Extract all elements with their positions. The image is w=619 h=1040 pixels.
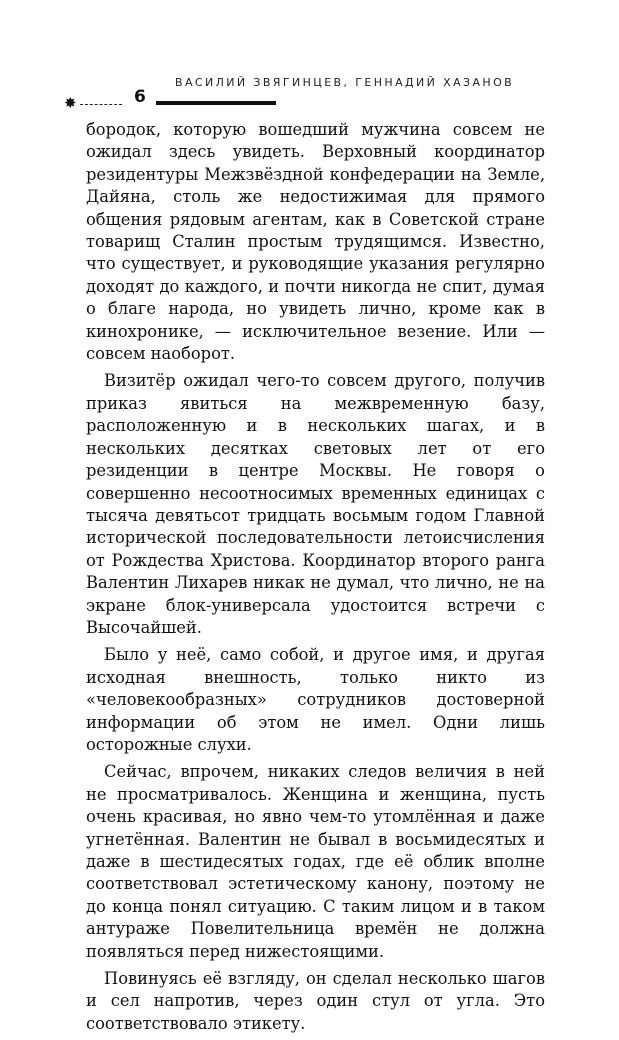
page-number: 6 bbox=[134, 87, 146, 107]
page-header bbox=[0, 72, 619, 112]
paragraph-continuation: бородок, которую вошедший мужчина совсем не ожидал здесь увидеть. Верховный координатор резидентуры Межзвёздной конфедерации на Земле, Дайяна, столь же недостижимая для прямого общения рядовым агентам, как в Советской стране товарищ Сталин простым трудящимся. Известно, что существует, и руководящие указания регулярно доходят до каждого, и почти никогда не спит, думая о благе народа, но увидеть лично, кроме как в кинохронике, — исключительное везение. Или — совсем наоборот. bbox=[86, 120, 545, 364]
paragraph: Сейчас, впрочем, никаких следов величия в ней не просматривалось. Женщина и женщина, пусть очень красивая, но явно чем-то утомлённая и даже угнетённая. Валентин не бывал в восьмидесятых и даже в шестидесятых годах, где её облик вполне соответствовал эстетическому канону, поэтому не до конца понял ситуацию. С таким лицом и в таком антураже Повелительница времён не должна появляться перед нижестоящими. bbox=[86, 762, 545, 961]
star-ornament-icon: ✸ bbox=[64, 94, 77, 112]
header-rule-bar bbox=[156, 101, 276, 105]
paragraph: Было у неё, само собой, и другое имя, и другая исходная внешность, только никто из «человекообразных» сотрудников достоверной информации об этом не имел. Одни лишь осторожные слухи. bbox=[86, 645, 545, 754]
paragraph: Повинуясь её взгляду, он сделал несколько шагов и сел напротив, через один стул от угла. Это соответствовало этикету. bbox=[86, 969, 545, 1033]
paragraph: Визитёр ожидал чего-то совсем другого, получив приказ явиться на межвременную базу, расположенную и в нескольких шагах, и в нескольких десятках световых лет от его резиденции в центре Москвы. Не говоря о совершенно несоотносимых временных единицах с тысяча девятьсот тридцать восьмым годом Главной исторической последовательности летоисчисления от Рождества Христова. Координатор второго ранга Валентин Лихарев никак не думал, что лично, не на экране блок-универсала удостоится встречи с Высочайшей. bbox=[86, 371, 545, 637]
body-text bbox=[86, 119, 545, 1040]
running-head: ВАСИЛИЙ ЗВЯГИНЦЕВ, ГЕННАДИЙ ХАЗАНОВ bbox=[175, 76, 515, 89]
header-rule-dashed bbox=[80, 104, 122, 105]
